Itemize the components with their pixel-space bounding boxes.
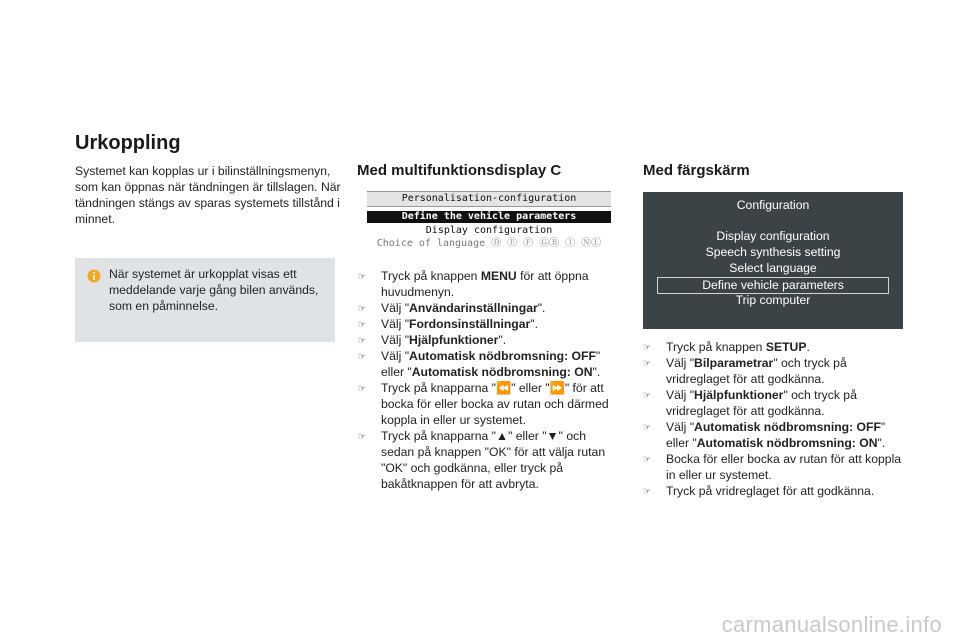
pointing-hand-icon: ☞: [643, 454, 652, 464]
pointing-hand-icon: ☞: [643, 486, 652, 496]
pointing-hand-icon: ☞: [358, 271, 367, 281]
mono-steps-list: [358, 268, 616, 492]
step-item: ☞ Välj "Fordonsinställningar".: [358, 317, 538, 331]
pointing-hand-icon: ☞: [358, 383, 367, 393]
mono-display-selected-item: Define the vehicle parameters: [367, 211, 611, 223]
step-item: ☞ Tryck på knapparna "⏪" eller "⏩" för att bocka för eller bocka av rutan och därmed koppla in eller ur systemet.: [358, 381, 609, 427]
mono-display-item: Choice of language Ⓓ Ⓔ Ⓕ ⒼⒷ Ⓘ ⓃⓁ: [376, 238, 602, 249]
mono-display-header: Personalisation-configuration: [367, 191, 611, 207]
intro-paragraph: Systemet kan kopplas ur i bilinställningsmenyn, som kan öppnas när tändningen är tillslagen. När tändningen stängs av sparas systemets tillstånd i minnet.: [75, 164, 341, 226]
step-item: ☞ Välj "Hjälpfunktioner".: [358, 333, 507, 347]
step-item: ☞ Välj "Hjälpfunktioner" och tryck på vridreglaget för att godkänna.: [643, 388, 857, 418]
step-item: ☞ Tryck på knappen MENU för att öppna huvudmenyn.: [358, 269, 589, 299]
pointing-hand-icon: ☞: [358, 319, 367, 329]
step-item: ☞ Välj "Bilparametrar" och tryck på vridreglaget för att godkänna.: [643, 356, 847, 386]
section-title-color-display: Med färgskärm: [643, 162, 750, 179]
pointing-hand-icon: ☞: [643, 422, 652, 432]
color-display-item: Display configuration: [716, 229, 830, 243]
step-item: ☞ Välj "Automatisk nödbromsning: OFF" eller "Automatisk nödbromsning: ON".: [643, 420, 886, 450]
color-display-selected-item: Define vehicle parameters: [657, 277, 889, 294]
info-text: När systemet är urkopplat visas ett meddelande varje gång bilen används, som en påminnelse.: [109, 267, 319, 313]
step-item: ☞ Tryck på knappen SETUP.: [643, 340, 810, 354]
pointing-hand-icon: ☞: [358, 351, 367, 361]
mono-display-screen: [367, 191, 611, 253]
pointing-hand-icon: ☞: [358, 431, 367, 441]
pointing-hand-icon: ☞: [643, 342, 652, 352]
step-item: ☞ Tryck på knapparna "▲" eller "▼" och sedan på knappen "OK" för att välja rutan "OK" och godkänna, eller tryck på bakåtknappen för att avbryta.: [358, 429, 606, 491]
pointing-hand-icon: ☞: [643, 390, 652, 400]
color-display-item: Select language: [729, 261, 817, 275]
pointing-hand-icon: ☞: [358, 303, 367, 313]
color-display-item: Trip computer: [735, 293, 811, 307]
section-title-urkoppling: Urkoppling: [75, 132, 181, 154]
pointing-hand-icon: ☞: [643, 358, 652, 368]
step-item: ☞ Välj "Användarinställningar".: [358, 301, 546, 315]
step-item: ☞ Bocka för eller bocka av rutan för att koppla in eller ur systemet.: [643, 452, 902, 482]
section-title-mono-display: Med multifunktionsdisplay C: [357, 162, 562, 179]
info-box: [75, 258, 335, 342]
color-display-header: Configuration: [736, 198, 810, 212]
footer-watermark: carmanualsonline.info: [721, 612, 942, 637]
info-icon: [87, 269, 101, 283]
step-item: ☞ Välj "Automatisk nödbromsning: OFF" eller "Automatisk nödbromsning: ON".: [358, 349, 601, 379]
step-item: ☞ Tryck på vridreglaget för att godkänna.: [643, 484, 875, 498]
color-steps-list: [643, 339, 905, 499]
color-display-screen: [643, 192, 903, 329]
pointing-hand-icon: ☞: [358, 335, 367, 345]
color-display-item: Speech synthesis setting: [705, 245, 841, 259]
mono-display-item: Display configuration: [425, 225, 553, 236]
